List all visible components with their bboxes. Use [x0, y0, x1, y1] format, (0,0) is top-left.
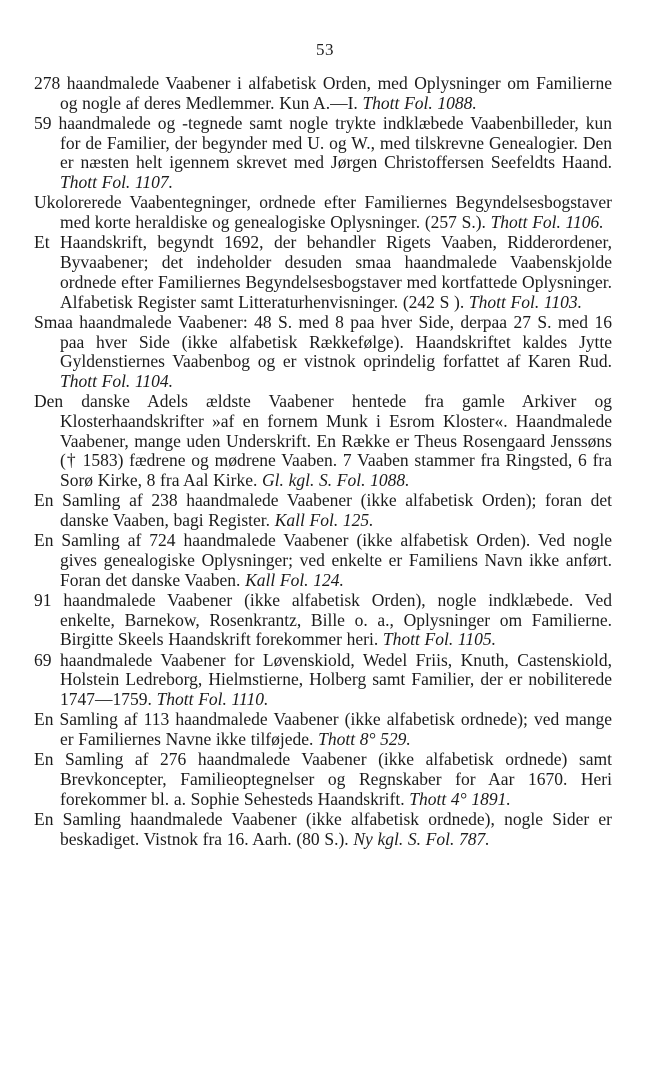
catalogue-entry-list: [34, 74, 612, 850]
shelfmark-citation: Thott Fol. 1110.: [156, 689, 269, 710]
entry-description: En Samling af 724 haandmalede Vaabener (ikke alfabetisk Orden). Ved nogle gives genealogiske Oplysninger; ved enkelte er Familiens Navn ikke anført. Foran det danske Vaaben.: [34, 530, 612, 590]
entry-description: Smaa haandmalede Vaabener: 48 S. med 8 paa hver Side, derpaa 27 S. med 16 paa hver Side (ikke alfabetisk Rækkefølge). Haandskriftet kaldes Jytte Gyldenstiernes Vaabenbog og er vistnok oprindelig forfattet af Karen Rud.: [34, 311, 612, 372]
catalogue-entry: [34, 114, 612, 193]
entry-description: 278 haandmalede Vaabener i alfabetisk Orden, med Oplysninger om Familierne og nogle af deres Medlemmer. Kun A.—I.: [34, 73, 612, 113]
catalogue-entry: [34, 591, 612, 650]
shelfmark-citation: Thott 4° 1891.: [409, 788, 511, 809]
entry-description: 91 haandmalede Vaabener (ikke alfabetisk Orden), nogle indklæbede. Ved enkelte, Barnekow, Rosenkrantz, Bille o. a., Oplysninger om Familierne. Birgitte Skeels Haandskrift forekommer heri.: [34, 590, 612, 650]
catalogue-entry: [34, 651, 612, 710]
catalogue-entry: [34, 233, 612, 312]
entry-description: 59 haandmalede og -tegnede samt nogle trykte indklæbede Vaabenbilleder, kun for de Familier, der begynder med U. og W., med tilskrevne Genealogier. Den er næsten helt igennem skrevet med Jørgen Christoffersen Seefeldts Haand.: [34, 113, 612, 173]
shelfmark-citation: Gl. kgl. S. Fol. 1088.: [262, 470, 410, 491]
entry-description: Den danske Adels ældste Vaabener hentede fra gamle Arkiver og Klosterhaandskrifter »af en fornem Munk i Esrom Kloster«. Haandmalede Vaabener, mange uden Underskrift. En Række er Theus Rosengaard Jenssøns († 1583) fædrene og mødrene Vaaben. 7 Vaaben stammer fra Ringsted, 6 fra Sorø Kirke, 8 fra Aal Kirke.: [34, 391, 612, 491]
catalogue-entry: [34, 392, 612, 491]
shelfmark-citation: Ny kgl. S. Fol. 787.: [353, 828, 490, 849]
catalogue-entry: [34, 491, 612, 530]
catalogue-entry: [34, 710, 612, 749]
catalogue-entry: [34, 810, 612, 849]
shelfmark-citation: Thott Fol. 1103.: [468, 291, 582, 312]
catalogue-entry: [34, 193, 612, 232]
shelfmark-citation: Thott Fol. 1088.: [362, 92, 477, 113]
entry-description: Ukolorerede Vaabentegninger, ordnede efter Familiernes Begyndelsesbogstaver med korte heraldiske og genealogiske Oplysninger. (257 S.).: [34, 192, 612, 233]
shelfmark-citation: Thott Fol. 1105.: [382, 629, 496, 650]
page-number: 53: [316, 40, 334, 59]
catalogue-entry: [34, 313, 612, 392]
entry-description: En Samling af 276 haandmalede Vaabener (ikke alfabetisk ordnede) samt Brevkoncepter, Familieoptegnelser og Regnskaber for Aar 1670. Heri forekommer bl. a. Sophie Sehesteds Haandskrift.: [34, 749, 612, 809]
entry-description: 69 haandmalede Vaabener for Løvenskiold, Wedel Friis, Knuth, Castenskiold, Holstein Ledreborg, Hielmstierne, Holberg samt Familier, der er nobiliterede 1747—1759.: [34, 649, 612, 710]
catalogue-entry: [34, 531, 612, 590]
catalogue-entry: [34, 750, 612, 809]
shelfmark-citation: Thott 8° 529.: [318, 729, 411, 750]
entry-description: En Samling af 238 haandmalede Vaabener (ikke alfabetisk Orden); foran det danske Vaaben, bagi Register.: [34, 490, 612, 531]
entry-description: En Samling haandmalede Vaabener (ikke alfabetisk ordnede), nogle Sider er beskadiget. Vistnok fra 16. Aarh. (80 S.).: [34, 809, 612, 849]
entry-description: Et Haandskrift, begyndt 1692, der behandler Rigets Vaaben, Ridderordener, Byvaabener; det indeholder desuden smaa haandmalede Vaabenskjolde ordnede efter Familiernes Begyndelsesbogstaver med kortfattede Oplysninger. Alfabetisk Register samt Litteraturhenvisninger. (242 S ).: [34, 232, 612, 312]
entry-description: En Samling af 113 haandmalede Vaabener (ikke alfabetisk ordnede); ved mange er Familiernes Navne ikke tilføjede.: [34, 709, 612, 750]
shelfmark-citation: Thott Fol. 1107.: [60, 172, 174, 193]
catalogue-entry: [34, 74, 612, 113]
shelfmark-citation: Thott Fol. 1106.: [490, 212, 604, 233]
shelfmark-citation: Kall Fol. 125.: [274, 510, 374, 531]
shelfmark-citation: Thott Fol. 1104.: [60, 370, 174, 391]
shelfmark-citation: Kall Fol. 124.: [245, 569, 344, 590]
